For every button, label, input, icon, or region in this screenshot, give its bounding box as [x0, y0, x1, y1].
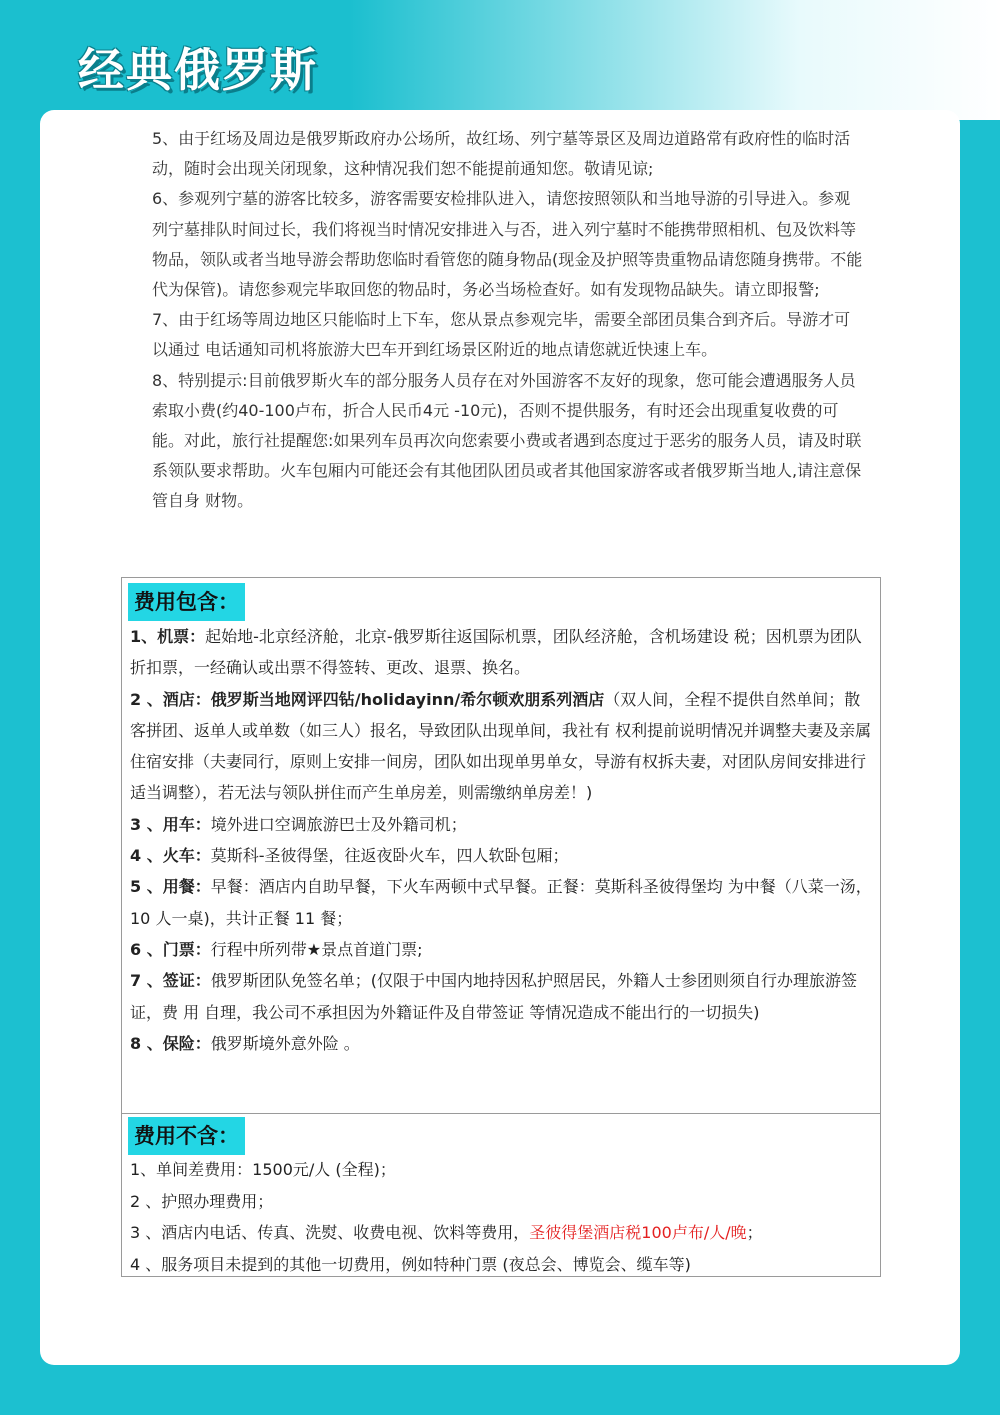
list-item — [130, 1028, 872, 1059]
highlight-text: 圣彼得堡酒店税100卢布/人/晚 — [529, 1223, 747, 1242]
fees-excluded-heading: 费用不含： — [128, 1117, 245, 1155]
item-label: 1、机票： — [130, 627, 206, 646]
item-text: 2 、护照办理费用； — [130, 1191, 274, 1211]
item-text: 4 、服务项目未提到的其他一切费用，例如特种门票 (夜总会、博览会、缆车等) — [130, 1254, 691, 1274]
note-item: 6、参观列宁墓的游客比较多，游客需要安检排队进入，请您按照领队和当地导游的引导进入。参观列宁墓排队时间过长，我们将视当时情况安排进入与否，进入列宁墓时不能携带照相机、包及饮料等物品，领队或者当地导游会帮助您临时看管您的随身物品(现金及护照等贵重物品请您随身携带。不能代为保管)。请您参观完毕取回您的物品时，务必当场检查好。如有发现物品缺失。请立即报警; — [152, 189, 863, 300]
list-item — [130, 840, 872, 871]
item-text: 1、单间差费用：1500元/人 (全程)； — [130, 1160, 396, 1179]
item-text: 起始地-北京经济舱，北京-俄罗斯往返国际机票，团队经济舱，含机场建设 税；因机票为团队折扣票，一经确认或出票不得签转、更改、退票、换名。 — [130, 627, 862, 678]
item-label: 8 、保险： — [130, 1033, 211, 1053]
table-divider — [122, 1113, 880, 1114]
item-text: 3 、酒店内电话、传真、洗熨、收费电视、饮料等费用， — [130, 1223, 530, 1242]
notes-section — [152, 124, 864, 517]
note-item: 7、由于红场等周边地区只能临时上下车，您从景点参观完毕，需要全部团员集合到齐后。导游才可以通过 电话通知司机将旅游大巴车开到红场景区附近的地点请您就近快速上车。 — [152, 310, 851, 360]
item-text: 境外进口空调旅游巴士及外籍司机； — [210, 814, 467, 834]
list-item — [130, 1217, 872, 1249]
list-item — [130, 621, 872, 684]
page-title: 经典俄罗斯 — [78, 43, 318, 97]
item-text: （双人间，全程不提供自然单间；散客拼团、返单人或单数（如三人）报名，导致团队出现单间，我社有 权利提前说明情况并调整夫妻及亲属住宿安排（夫妻同行，原则上安排一间房，团队如出现单男单女，导游有权拆夫妻，对团队房间安排进行适当调整），若无法与领队拼住而产生单房差，则需缴纳单房差！) — [130, 689, 872, 803]
list-item — [130, 1186, 872, 1218]
note-item: 5、由于红场及周边是俄罗斯政府办公场所，故红场、列宁墓等景区及周边道路常有政府性的临时活动，随时会出现关闭现象，这种情况我们恕不能提前通知您。敬请见谅; — [152, 129, 851, 179]
item-text: 早餐：酒店内自助早餐，下火车两顿中式早餐。正餐：莫斯科圣彼得堡均 为中餐（八菜一汤， 10 人一桌)，共计正餐 11 餐； — [130, 877, 872, 928]
list-item — [130, 809, 872, 840]
included-list — [130, 621, 872, 1059]
list-item — [130, 965, 872, 1028]
item-text: 莫斯科-圣彼得堡，往返夜卧火车，四人软卧包厢； — [210, 846, 569, 866]
item-label: 3 、用车： — [130, 814, 211, 834]
item-text: 俄罗斯境外意外险 。 — [210, 1033, 360, 1053]
item-label: 5 、用餐： — [130, 877, 211, 897]
item-label: 2 、酒店： — [130, 689, 211, 709]
list-item — [130, 684, 872, 809]
item-text: 行程中所列带★景点首道门票; — [210, 939, 423, 959]
list-item — [130, 1249, 872, 1281]
item-label: 7 、签证： — [130, 971, 211, 991]
item-label: 4 、火车： — [130, 846, 211, 866]
fees-table — [121, 577, 881, 1277]
list-item — [130, 871, 872, 934]
list-item — [130, 934, 872, 965]
excluded-list — [130, 1154, 872, 1280]
item-text: 俄罗斯团队免签名单；(仅限于中国内地持因私护照居民，外籍人士参团则须自行办理旅游签证，费 用 自理，我公司不承担因为外籍证件及自带签证 等情况造成不能出行的一切损失) — [130, 971, 857, 1022]
list-item — [130, 1154, 872, 1186]
item-label: 6 、门票： — [130, 939, 211, 959]
item-suffix: ； — [746, 1223, 763, 1242]
fees-included-heading: 费用包含： — [128, 583, 245, 621]
note-item: 8、特别提示:目前俄罗斯火车的部分服务人员存在对外国游客不友好的现象，您可能会遭遇服务人员索取小费(约40-100卢布，折合人民币4元 -10元)，否则不提供服务，有时还会出现重复收费的可能。对此，旅行社提醒您:如果列车员再次向您索要小费或者遇到态度过于恶劣的服务人员，请及时联系领队要求帮助。火车包厢内可能还会有其他团队团员或者其他国家游客或者俄罗斯当地人,请注意保管自身 财物。 — [152, 370, 862, 511]
item-bold-text: 俄罗斯当地网评四钻/holidayinn/希尔顿欢朋系列酒店 — [210, 689, 605, 709]
